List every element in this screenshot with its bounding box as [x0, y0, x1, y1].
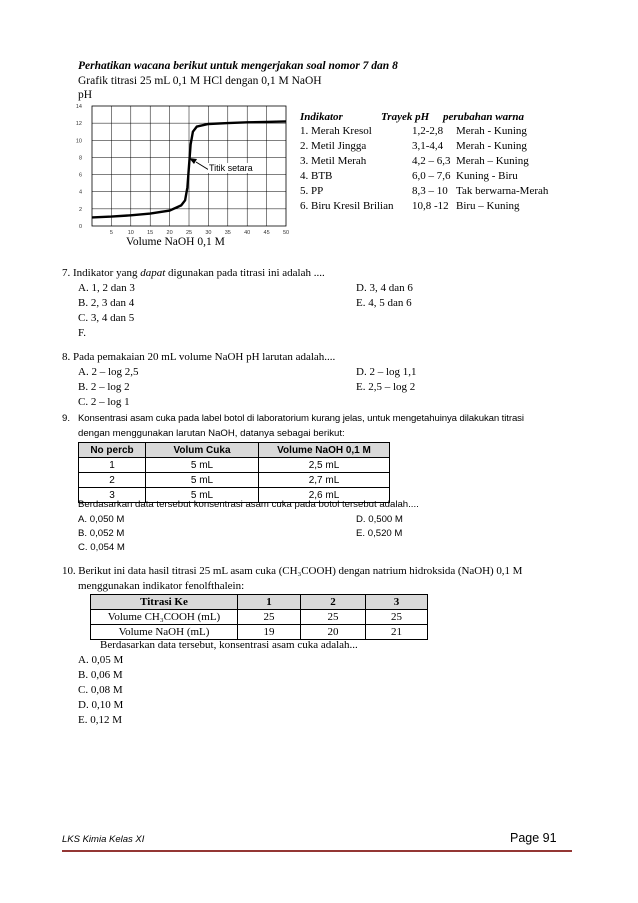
- q8-option-e: E. 2,5 – log 2: [356, 381, 416, 393]
- q9-option-d: D. 0,500 M: [356, 514, 403, 525]
- indicator-color-change: Merah - Kuning: [456, 140, 527, 152]
- q9-col-header: Volum Cuka: [146, 443, 259, 458]
- q7-option-e: E. 4, 5 dan 6: [356, 297, 412, 309]
- color-change-header: perubahan warna: [443, 111, 525, 123]
- chart-y-tick-label: 10: [75, 138, 82, 145]
- indicator-name: 2. Metil Jingga: [300, 140, 367, 152]
- chart-x-tick-label: 30: [205, 230, 212, 236]
- table-row: [91, 610, 428, 625]
- graph-caption: Grafik titrasi 25 mL 0,1 M HCl dengan 0,1 M NaOH: [78, 75, 322, 87]
- graph-y-label: pH: [78, 89, 93, 101]
- indicator-name: 4. BTB: [300, 170, 333, 182]
- q7-option-d: D. 3, 4 dan 6: [356, 282, 413, 294]
- indicator-name: 5. PP: [300, 185, 324, 197]
- indicator-color-change: Biru – Kuning: [456, 200, 520, 212]
- q9-option-b: B. 0,052 M: [78, 528, 125, 539]
- q9-after-text: Berdasarkan data tersebut konsentrasi asam cuka pada botol tersebut adalah....: [78, 499, 419, 510]
- indicator-range: 8,3 – 10: [412, 185, 448, 197]
- q9-col-header: No percb: [79, 443, 146, 458]
- chart-x-tick-label: 15: [147, 230, 154, 236]
- q7-option-c: C. 3, 4 dan 5: [78, 312, 135, 324]
- indicator-name: 6. Biru Kresil Brilian: [300, 200, 394, 212]
- q10-option-c: C. 0,08 M: [78, 684, 123, 696]
- page-number: Page 91: [510, 831, 557, 845]
- q7-option-a: A. 1, 2 dan 3: [78, 282, 135, 294]
- indicator-range: 3,1-4,4: [412, 140, 444, 152]
- table-cell: Volume CH₃COOH (mL): [91, 610, 238, 625]
- table-cell: 3: [79, 488, 146, 503]
- trayek-header: Trayek pH: [381, 111, 430, 123]
- footer-rule: [62, 850, 572, 852]
- q10-after-text: Berdasarkan data tersebut, konsentrasi asam cuka adalah...: [100, 639, 358, 651]
- table-cell: 2: [79, 473, 146, 488]
- q7-option-b: B. 2, 3 dan 4: [78, 297, 135, 309]
- table-cell: 1: [79, 458, 146, 473]
- q10-option-a: A. 0,05 M: [78, 654, 124, 666]
- table-cell: 20: [301, 625, 366, 640]
- q10-col-header: 2: [301, 595, 366, 610]
- chart-x-tick-label: 35: [224, 230, 231, 236]
- chart-y-tick-label: 0: [78, 224, 82, 230]
- chart-y-tick-label: 6: [78, 172, 82, 179]
- chart-x-axis-label: Volume NaOH 0,1 M: [126, 236, 225, 248]
- q10-col-header: Titrasi Ke: [91, 595, 238, 610]
- q9-text-line1: Konsentrasi asam cuka pada label botol di laboratorium kurang jelas, untuk mengetahuinya dilakukan titrasi: [78, 413, 524, 424]
- passage-instruction: Perhatikan wacana berikut untuk mengerjakan soal nomor 7 dan 8: [78, 60, 398, 72]
- indicator-color-change: Merah - Kuning: [456, 125, 527, 137]
- q9-option-a: A. 0,050 M: [78, 514, 125, 525]
- q10-text-line1: 10. Berikut ini data hasil titrasi 25 mL asam cuka (CH₃COOH) dengan natrium hidroksida (NaOH) 0,1 M: [62, 565, 523, 577]
- indicator-range: 10,8 -12: [412, 200, 449, 212]
- q10-data-table: [90, 594, 428, 640]
- q10-text-line2: menggunakan indikator fenolfthalein:: [78, 580, 245, 592]
- chart-y-tick-label: 8: [78, 155, 82, 162]
- table-cell: 2,6 mL: [259, 488, 390, 503]
- table-row: [91, 625, 428, 640]
- table-cell: 25: [238, 610, 301, 625]
- indicator-range: 4,2 – 6,3: [412, 155, 451, 167]
- table-cell: Volume NaOH (mL): [91, 625, 238, 640]
- table-cell: 5 mL: [146, 458, 259, 473]
- q8-option-a: A. 2 – log 2,5: [78, 366, 139, 378]
- chart-x-tick-label: 45: [263, 230, 270, 236]
- chart-x-tick-label: 20: [166, 230, 173, 236]
- q9-option-c: C. 0,054 M: [78, 542, 125, 553]
- table-cell: 2,5 mL: [259, 458, 390, 473]
- q8-option-b: B. 2 – log 2: [78, 381, 130, 393]
- titration-chart: [58, 100, 290, 250]
- chart-x-tick-label: 25: [185, 230, 193, 236]
- q10-col-header: 3: [366, 595, 428, 610]
- table-cell: 19: [238, 625, 301, 640]
- chart-y-tick-label: 12: [75, 121, 82, 128]
- chart-y-tick-label: 14: [75, 104, 82, 110]
- q9-number: 9.: [62, 413, 71, 424]
- indicator-header: Indikator: [300, 111, 343, 123]
- indicator-color-change: Merah – Kuning: [456, 155, 529, 167]
- equivalence-point-label: Titik setara: [209, 163, 253, 173]
- q10-col-header: 1: [238, 595, 301, 610]
- indicator-range: 6,0 – 7,6: [412, 170, 451, 182]
- chart-x-tick-label: 10: [127, 230, 134, 236]
- table-cell: 25: [301, 610, 366, 625]
- q8-option-c: C. 2 – log 1: [78, 396, 130, 408]
- table-cell: 5 mL: [146, 473, 259, 488]
- q9-data-table: [78, 442, 390, 503]
- table-row: [79, 473, 390, 488]
- q10-option-d: D. 0,10 M: [78, 699, 124, 711]
- indicator-color-change: Kuning - Biru: [456, 170, 518, 182]
- indicator-name: 3. Metil Merah: [300, 155, 367, 167]
- indicator-name: 1. Merah Kresol: [300, 125, 372, 137]
- table-row: [79, 458, 390, 473]
- chart-y-tick-label: 2: [78, 206, 82, 213]
- table-cell: 25: [366, 610, 428, 625]
- table-cell: 2,7 mL: [259, 473, 390, 488]
- footer-left-text: LKS Kimia Kelas XI: [62, 834, 145, 845]
- q10-option-b: B. 0,06 M: [78, 669, 123, 681]
- q9-col-header: Volume NaOH 0,1 M: [259, 443, 390, 458]
- q9-option-e: E. 0,520 M: [356, 528, 403, 539]
- table-cell: 21: [366, 625, 428, 640]
- q10-option-e: E. 0,12 M: [78, 714, 122, 726]
- chart-x-tick-label: 50: [282, 230, 290, 236]
- q8-option-d: D. 2 – log 1,1: [356, 366, 417, 378]
- indicator-range: 1,2-2,8: [412, 125, 444, 137]
- table-cell: 5 mL: [146, 488, 259, 503]
- question-8: 8. Pada pemakaian 20 mL volume NaOH pH larutan adalah....: [62, 351, 336, 363]
- indicator-color-change: Tak berwarna-Merah: [456, 185, 549, 197]
- q7-option-f: F.: [78, 327, 86, 339]
- question-7: 7. Indikator yang dapat digunakan pada titrasi ini adalah ....: [62, 267, 325, 279]
- chart-x-tick-label: 40: [244, 230, 251, 236]
- chart-y-tick-label: 4: [78, 189, 82, 196]
- chart-x-tick-label: 5: [109, 230, 113, 236]
- q9-text-line2: dengan menggunakan larutan NaOH, datanya sebagai berikut:: [78, 428, 345, 439]
